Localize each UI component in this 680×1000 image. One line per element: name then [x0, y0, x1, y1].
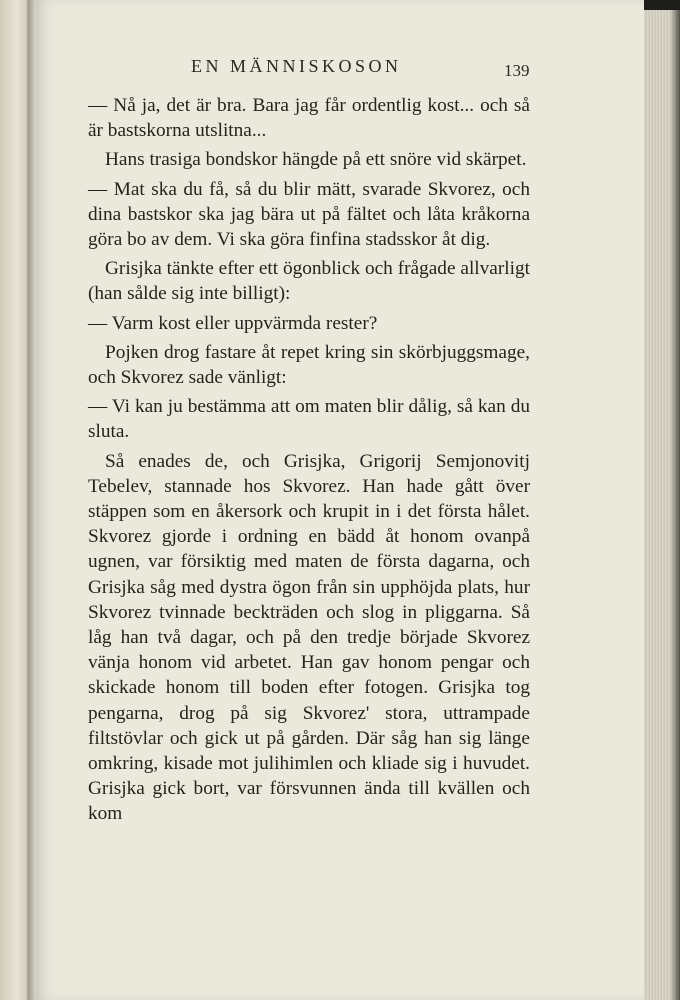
body-text: [88, 93, 530, 831]
paragraph: — Vi kan ju bestämma att om maten blir dålig, så kan du sluta.: [88, 396, 530, 443]
paragraph: — Mat ska du få, så du blir mätt, svarade Skvorez, och dina bastskor ska jag bära ut på fältet och låta kråkorna göra bo av dem. Vi ska göra finfina stadsskor åt dig.: [88, 178, 530, 251]
paragraph: Grisjka tänkte efter ett ögonblick och frågade allvarligt (han sålde sig inte billigt):: [88, 258, 530, 305]
paragraph: — Nå ja, det är bra. Bara jag får ordentlig kost... och så är bastskorna utslitna...: [88, 95, 530, 142]
left-page-edge: [0, 0, 30, 1000]
paragraph: — Varm kost eller uppvärmda rester?: [88, 312, 378, 334]
page-number: 139: [504, 61, 530, 80]
paragraph: Så enades de, och Grisjka, Grigorij Semjonovitj Tebelev, stannade hos Skvorez. Han hade gått över stäppen som en åkersork och krupit in i det första hålet. Skvorez gjorde i ordning en bädd åt honom ovanpå ugnen, var försiktig med maten de första dagarna, och Grisjka såg med dystra ögon från sin upphöjda plats, hur Skvorez tvinnade beckträden och slog in pliggarna. Så låg han två dagar, och på den tredje började Skvorez vänja honom vid arbetet. Han gav honom pengar och skickade honom till boden efter fotogen. Grisjka tog pengarna, drog på sig Skvorez' stora, uttrampade filtstövlar och gick ut på gården. Där såg han sig länge omkring, kisade mot julihimlen och kliade sig i huvudet. Grisjka gick bort, var försvunnen ända till kvällen och kom: [88, 450, 530, 825]
running-title: EN MÄNNISKOSON: [191, 56, 402, 76]
page-block-edges: [644, 10, 680, 1000]
paragraph: Hans trasiga bondskor hängde på ett snöre vid skärpet.: [105, 149, 527, 171]
paragraph: Pojken drog fastare åt repet kring sin skörbjuggsmage, och Skvorez sade vänligt:: [88, 341, 530, 389]
book-page: [36, 0, 644, 1000]
page-header: [36, 56, 644, 80]
